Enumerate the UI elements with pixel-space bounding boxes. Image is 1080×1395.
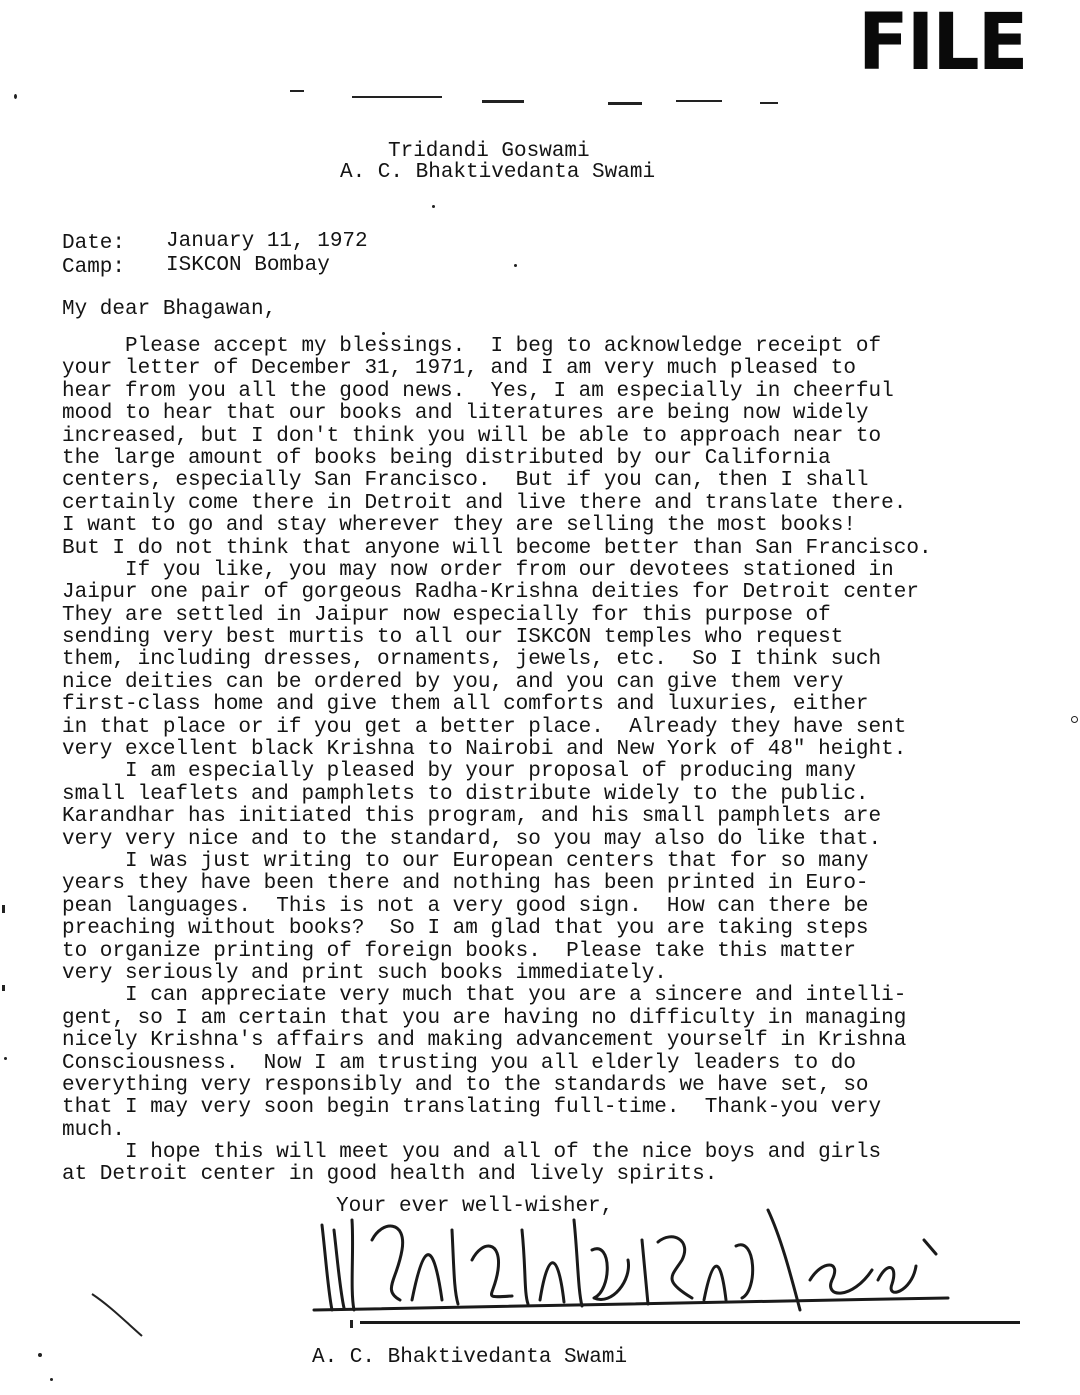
body-line: If you like, you may now order from our devotees stationed in [62,558,894,582]
body-line: gent, so I am certain that you are having no difficulty in managing [62,1006,907,1030]
body-line: I hope this will meet you and all of the nice boys and girls [62,1141,882,1165]
body-line: small leaflets and pamphlets to distribute widely to the public. [62,782,869,806]
body-line: your letter of December 31, 1971, and I am very much pleased to [62,357,856,381]
body-line: I can appreciate very much that you are a sincere and intelli- [62,984,907,1008]
signature-rule [360,1321,1020,1324]
body-line: I want to go and stay wherever they are selling the most books! [62,514,856,538]
body-line: They are settled in Jaipur now especially for this purpose of [62,603,831,627]
body-line: I am especially pleased by your proposal of producing many [62,760,856,784]
body-line: very excellent black Krishna to Nairobi and New York of 48" height. [62,738,907,762]
camp-value: ISKCON Bombay [166,254,330,277]
body-line: Karandhar has initiated this program, and his small pamphlets are [62,805,882,829]
body-line: everything very responsibly and to the standards we have set, so [62,1073,869,1097]
body-line: Please accept my blessings. I beg to acknowledge receipt of [62,335,882,358]
margin-stroke [90,1292,150,1342]
body-line: first-class home and give them all comforts and luxuries, either [62,693,869,717]
file-stamp: FILE [858,0,1027,88]
date-value: January 11, 1972 [166,230,368,253]
body-line: But I do not think that anyone will become better than San Francisco. [62,536,932,560]
body-line: years they have been there and nothing has been printed in Euro- [62,872,869,896]
body-line: at Detroit center in good health and lively spirits. [62,1163,718,1187]
body-line: nicely Krishna's affairs and making advancement yourself in Krishna [62,1029,907,1053]
body-line: Jaipur one pair of gorgeous Radha-Krishna deities for Detroit center [62,581,919,605]
body-line: nice deities can be ordered by you, and you can give them very [62,670,844,694]
signatory-name: A. C. Bhaktivedanta Swami [312,1346,628,1369]
body-line: centers, especially San Francisco. But if you can, then I shall [62,469,869,493]
body-line: preaching without books? So I am glad that you are taking steps [62,917,869,941]
letter-body [62,336,1022,1187]
body-line: certainly come there in Detroit and live there and translate there. [62,491,907,515]
body-line: very seriously and print such books immediately. [62,961,667,985]
body-line: increased, but I don't think you will be able to approach near to [62,424,882,448]
handwritten-signature [312,1180,952,1320]
body-line: to organize printing of foreign books. Please take this matter [62,939,856,963]
body-line: in that place or if you get a better place. Already they have sent [62,715,907,739]
body-line: that I may very soon begin translating full-time. Thank-you very [62,1096,882,1120]
letterhead-title: Tridandi Goswami [388,140,590,163]
body-line: the large amount of books being distributed by our California [62,446,831,470]
date-label: Date: [62,232,126,255]
salutation: My dear Bhagawan, [62,298,277,321]
body-line: very very nice and to the standard, so you may also do like that. [62,827,882,851]
closing-line: Your ever well-wisher, [336,1195,614,1218]
body-line: Consciousness. Now I am trusting you all elderly leaders to do [62,1051,856,1075]
body-line: pean languages. This is not a very good sign. How can there be [62,894,869,918]
body-line: I was just writing to our European centers that for so many [62,849,869,873]
body-line: sending very best murtis to all our ISKCON temples who request [62,626,844,650]
body-line: hear from you all the good news. Yes, I am especially in cheerful [62,379,894,403]
camp-label: Camp: [62,256,126,279]
body-line: much. [62,1118,126,1142]
body-line: them, including dresses, ornaments, jewels, etc. So I think such [62,648,882,672]
letterhead-name: A. C. Bhaktivedanta Swami [340,161,656,184]
body-line: mood to hear that our books and literatures are being now widely [62,402,869,426]
